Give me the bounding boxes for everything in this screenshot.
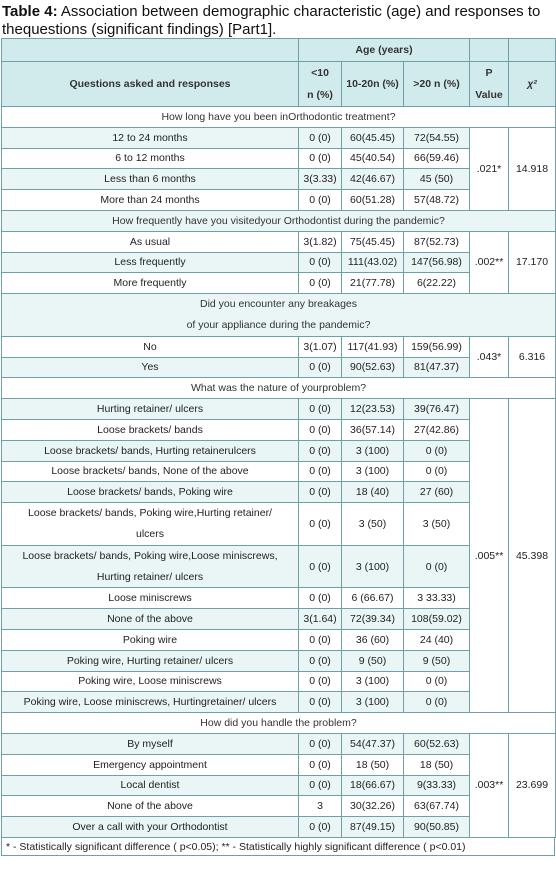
count-10-20: 75(45.45)	[342, 231, 404, 252]
results-table	[1, 38, 556, 838]
response-label	[2, 733, 299, 754]
question-line: of your appliance during the pandemic?	[186, 318, 371, 331]
count-lt10: 3(3.33)	[299, 169, 342, 190]
count-10-20: 6 (66.67)	[342, 588, 404, 609]
question-line: How did you handle the problem?	[200, 717, 357, 729]
response-line: Loose brackets/ bands, None of the above	[51, 465, 249, 478]
response-label	[2, 775, 299, 796]
response-line: Poking wire	[122, 633, 178, 646]
count-lt10: 0 (0)	[299, 148, 342, 169]
response-line: Over a call with your Orthodontist	[72, 820, 228, 833]
count-10-20: 3 (50)	[342, 503, 404, 546]
header-p-line1: P	[485, 67, 493, 79]
question-text	[2, 210, 556, 231]
p-value: .043*	[470, 336, 509, 378]
count-lt10: 3(1.64)	[299, 609, 342, 630]
count-10-20: 72(39.34)	[342, 609, 404, 630]
question-row	[2, 294, 556, 337]
response-label	[2, 273, 299, 294]
p-value: .002**	[470, 231, 509, 293]
count-lt10: 3(1.82)	[299, 231, 342, 252]
response-label	[2, 796, 299, 817]
header-age-years: Age (years)	[299, 39, 470, 62]
count-lt10: 0 (0)	[299, 629, 342, 650]
response-line: Loose brackets/ bands, Poking wire	[67, 486, 233, 499]
chi-square-value: 14.918	[509, 127, 556, 210]
response-line: More frequently	[113, 277, 187, 290]
response-label	[2, 671, 299, 692]
question-row	[2, 210, 556, 231]
question-row	[2, 107, 556, 128]
count-lt10: 0 (0)	[299, 419, 342, 440]
response-line: Less than 6 months	[104, 173, 196, 186]
table-caption	[0, 0, 556, 38]
response-label	[2, 629, 299, 650]
header-lt10-line1: <10	[311, 67, 329, 79]
count-gt20: 81(47.37)	[404, 357, 470, 378]
response-label	[2, 419, 299, 440]
table-row	[2, 399, 556, 420]
p-value: .003**	[470, 733, 509, 837]
chi-square-value: 23.699	[509, 733, 556, 837]
response-label	[2, 440, 299, 461]
chi-square-value: 45.398	[509, 399, 556, 713]
count-10-20: 117(41.93)	[342, 336, 404, 357]
count-gt20: 90(50.85)	[404, 817, 470, 838]
response-label	[2, 461, 299, 482]
response-line: Loose brackets/ bands	[97, 423, 203, 436]
table-row	[2, 733, 556, 754]
response-line: Loose miniscrews	[108, 592, 192, 605]
question-line: Did you encounter any breakages	[199, 298, 358, 311]
count-gt20: 147(56.98)	[404, 252, 470, 273]
response-label	[2, 817, 299, 838]
count-10-20: 3 (100)	[342, 440, 404, 461]
count-gt20: 0 (0)	[404, 692, 470, 713]
count-10-20: 12(23.53)	[342, 399, 404, 420]
count-gt20: 72(54.55)	[404, 127, 470, 148]
count-10-20: 111(43.02)	[342, 252, 404, 273]
question-line: What was the nature of yourproblem?	[190, 382, 367, 395]
count-gt20: 6(22.22)	[404, 273, 470, 294]
count-10-20: 3 (100)	[342, 692, 404, 713]
count-10-20: 3 (100)	[342, 461, 404, 482]
count-gt20: 24 (40)	[404, 629, 470, 650]
count-gt20: 9(33.33)	[404, 775, 470, 796]
header-questions: Questions asked and responses	[2, 62, 299, 107]
question-line: How frequently have you visitedyour Orthodontist during the pandemic?	[112, 214, 445, 227]
caption-text: Association between demographic characteristic (age) and responses to thequestions (significant findings) [Part1].	[2, 3, 541, 38]
count-gt20: 3 33.33)	[404, 588, 470, 609]
header-blank-p	[470, 39, 509, 62]
count-10-20: 18 (40)	[342, 482, 404, 503]
response-line: Emergency appointment	[93, 758, 207, 771]
response-label	[2, 148, 299, 169]
count-lt10: 0 (0)	[299, 754, 342, 775]
count-10-20: 18 (50)	[342, 754, 404, 775]
count-gt20: 39(76.47)	[404, 399, 470, 420]
response-label	[2, 231, 299, 252]
count-lt10: 0 (0)	[299, 273, 342, 294]
response-label	[2, 588, 299, 609]
count-gt20: 3 (50)	[404, 503, 470, 546]
count-gt20: 27(42.86)	[404, 419, 470, 440]
count-gt20: 18 (50)	[404, 754, 470, 775]
response-line: ulcers	[135, 527, 164, 540]
count-lt10: 0 (0)	[299, 482, 342, 503]
count-gt20: 108(59.02)	[404, 609, 470, 630]
response-label	[2, 190, 299, 211]
header-lt10-line2: n (%)	[307, 89, 333, 101]
count-lt10: 0 (0)	[299, 357, 342, 378]
response-line: Poking wire, Hurting retainer/ ulcers	[66, 654, 234, 667]
count-gt20: 45 (50)	[404, 169, 470, 190]
response-label	[2, 399, 299, 420]
count-lt10: 0 (0)	[299, 127, 342, 148]
count-10-20: 30(32.26)	[342, 796, 404, 817]
header-blank-chi	[509, 39, 556, 62]
count-lt10: 3	[299, 796, 342, 817]
count-10-20: 36 (60)	[342, 629, 404, 650]
response-label	[2, 754, 299, 775]
header-chi-square: χ²	[509, 62, 556, 107]
response-line: Loose brackets/ bands, Poking wire,Hurting retainer/	[28, 507, 272, 520]
count-10-20: 3 (100)	[342, 545, 404, 588]
count-gt20: 87(52.73)	[404, 231, 470, 252]
count-lt10: 0 (0)	[299, 817, 342, 838]
chi-square-value: 17.170	[509, 231, 556, 293]
count-10-20: 36(57.14)	[342, 419, 404, 440]
table-row	[2, 336, 556, 357]
response-line: Less frequently	[114, 256, 186, 269]
question-line: How long have you been inOrthodontic treatment?	[161, 110, 396, 123]
response-label	[2, 482, 299, 503]
count-10-20: 9 (50)	[342, 650, 404, 671]
response-label	[2, 357, 299, 378]
count-10-20: 54(47.37)	[342, 733, 404, 754]
table-row	[2, 231, 556, 252]
count-10-20: 60(51.28)	[342, 190, 404, 211]
response-line: Local dentist	[120, 779, 180, 792]
count-10-20: 3 (100)	[342, 671, 404, 692]
p-value: .005**	[470, 399, 509, 713]
response-line: Yes	[141, 361, 159, 374]
count-lt10: 0 (0)	[299, 503, 342, 546]
response-line: By myself	[127, 737, 173, 750]
response-line: Loose brackets/ bands, Hurting retainerulcers	[44, 444, 256, 457]
count-10-20: 21(77.78)	[342, 273, 404, 294]
response-label	[2, 650, 299, 671]
question-text	[2, 378, 556, 399]
response-label	[2, 169, 299, 190]
count-gt20: 0 (0)	[404, 545, 470, 588]
count-gt20: 0 (0)	[404, 440, 470, 461]
response-line: None of the above	[107, 800, 193, 813]
count-10-20: 42(46.67)	[342, 169, 404, 190]
response-line: Loose brackets/ bands, Poking wire,Loose miniscrews,	[22, 549, 278, 562]
footnote: * - Statistically significant difference ( p<0.05); ** - Statistically highly significant difference ( p<0.01)	[1, 838, 555, 856]
count-gt20: 66(59.46)	[404, 148, 470, 169]
question-row	[2, 713, 556, 734]
count-gt20: 27 (60)	[404, 482, 470, 503]
header-10-20: 10-20n (%)	[342, 62, 404, 107]
count-lt10: 0 (0)	[299, 588, 342, 609]
response-label	[2, 336, 299, 357]
count-10-20: 60(45.45)	[342, 127, 404, 148]
header-p-line2: Value	[475, 89, 503, 101]
response-line: No	[143, 340, 157, 353]
response-label	[2, 609, 299, 630]
count-lt10: 0 (0)	[299, 190, 342, 211]
header-p-value	[470, 62, 509, 107]
count-gt20: 0 (0)	[404, 461, 470, 482]
response-line: Hurting retainer/ ulcers	[96, 570, 204, 583]
count-10-20: 18(66.67)	[342, 775, 404, 796]
caption-label: Table 4:	[2, 3, 58, 20]
count-10-20: 87(49.15)	[342, 817, 404, 838]
response-label	[2, 692, 299, 713]
response-label	[2, 252, 299, 273]
response-line: 6 to 12 months	[115, 152, 185, 165]
response-label	[2, 545, 299, 588]
count-10-20: 90(52.63)	[342, 357, 404, 378]
question-text	[2, 107, 556, 128]
header-blank	[2, 39, 299, 62]
count-lt10: 0 (0)	[299, 461, 342, 482]
header-lt10	[299, 62, 342, 107]
count-lt10: 0 (0)	[299, 545, 342, 588]
response-line: More than 24 months	[100, 194, 200, 207]
table-body	[2, 107, 556, 838]
response-line: 12 to 24 months	[112, 131, 188, 144]
count-lt10: 0 (0)	[299, 733, 342, 754]
response-line: None of the above	[107, 613, 193, 626]
response-line: Poking wire, Loose miniscrews	[78, 675, 222, 688]
count-10-20: 45(40.54)	[342, 148, 404, 169]
count-gt20: 57(48.72)	[404, 190, 470, 211]
count-lt10: 0 (0)	[299, 650, 342, 671]
count-lt10: 0 (0)	[299, 399, 342, 420]
response-line: Hurting retainer/ ulcers	[96, 403, 204, 416]
question-row	[2, 378, 556, 399]
count-lt10: 0 (0)	[299, 440, 342, 461]
count-gt20: 0 (0)	[404, 671, 470, 692]
table-row	[2, 127, 556, 148]
header-gt20: >20 n (%)	[404, 62, 470, 107]
response-line: Poking wire, Loose miniscrews, Hurtingretainer/ ulcers	[23, 696, 277, 709]
count-lt10: 0 (0)	[299, 692, 342, 713]
count-lt10: 0 (0)	[299, 775, 342, 796]
count-gt20: 159(56.99)	[404, 336, 470, 357]
question-text	[2, 294, 556, 337]
count-lt10: 0 (0)	[299, 252, 342, 273]
count-lt10: 0 (0)	[299, 671, 342, 692]
response-label	[2, 127, 299, 148]
count-gt20: 60(52.63)	[404, 733, 470, 754]
count-gt20: 9 (50)	[404, 650, 470, 671]
chi-square-value: 6.316	[509, 336, 556, 378]
count-gt20: 63(67.74)	[404, 796, 470, 817]
p-value: .021*	[470, 127, 509, 210]
question-text	[2, 713, 556, 734]
count-lt10: 3(1.07)	[299, 336, 342, 357]
response-line: As usual	[129, 235, 171, 248]
response-label	[2, 503, 299, 546]
